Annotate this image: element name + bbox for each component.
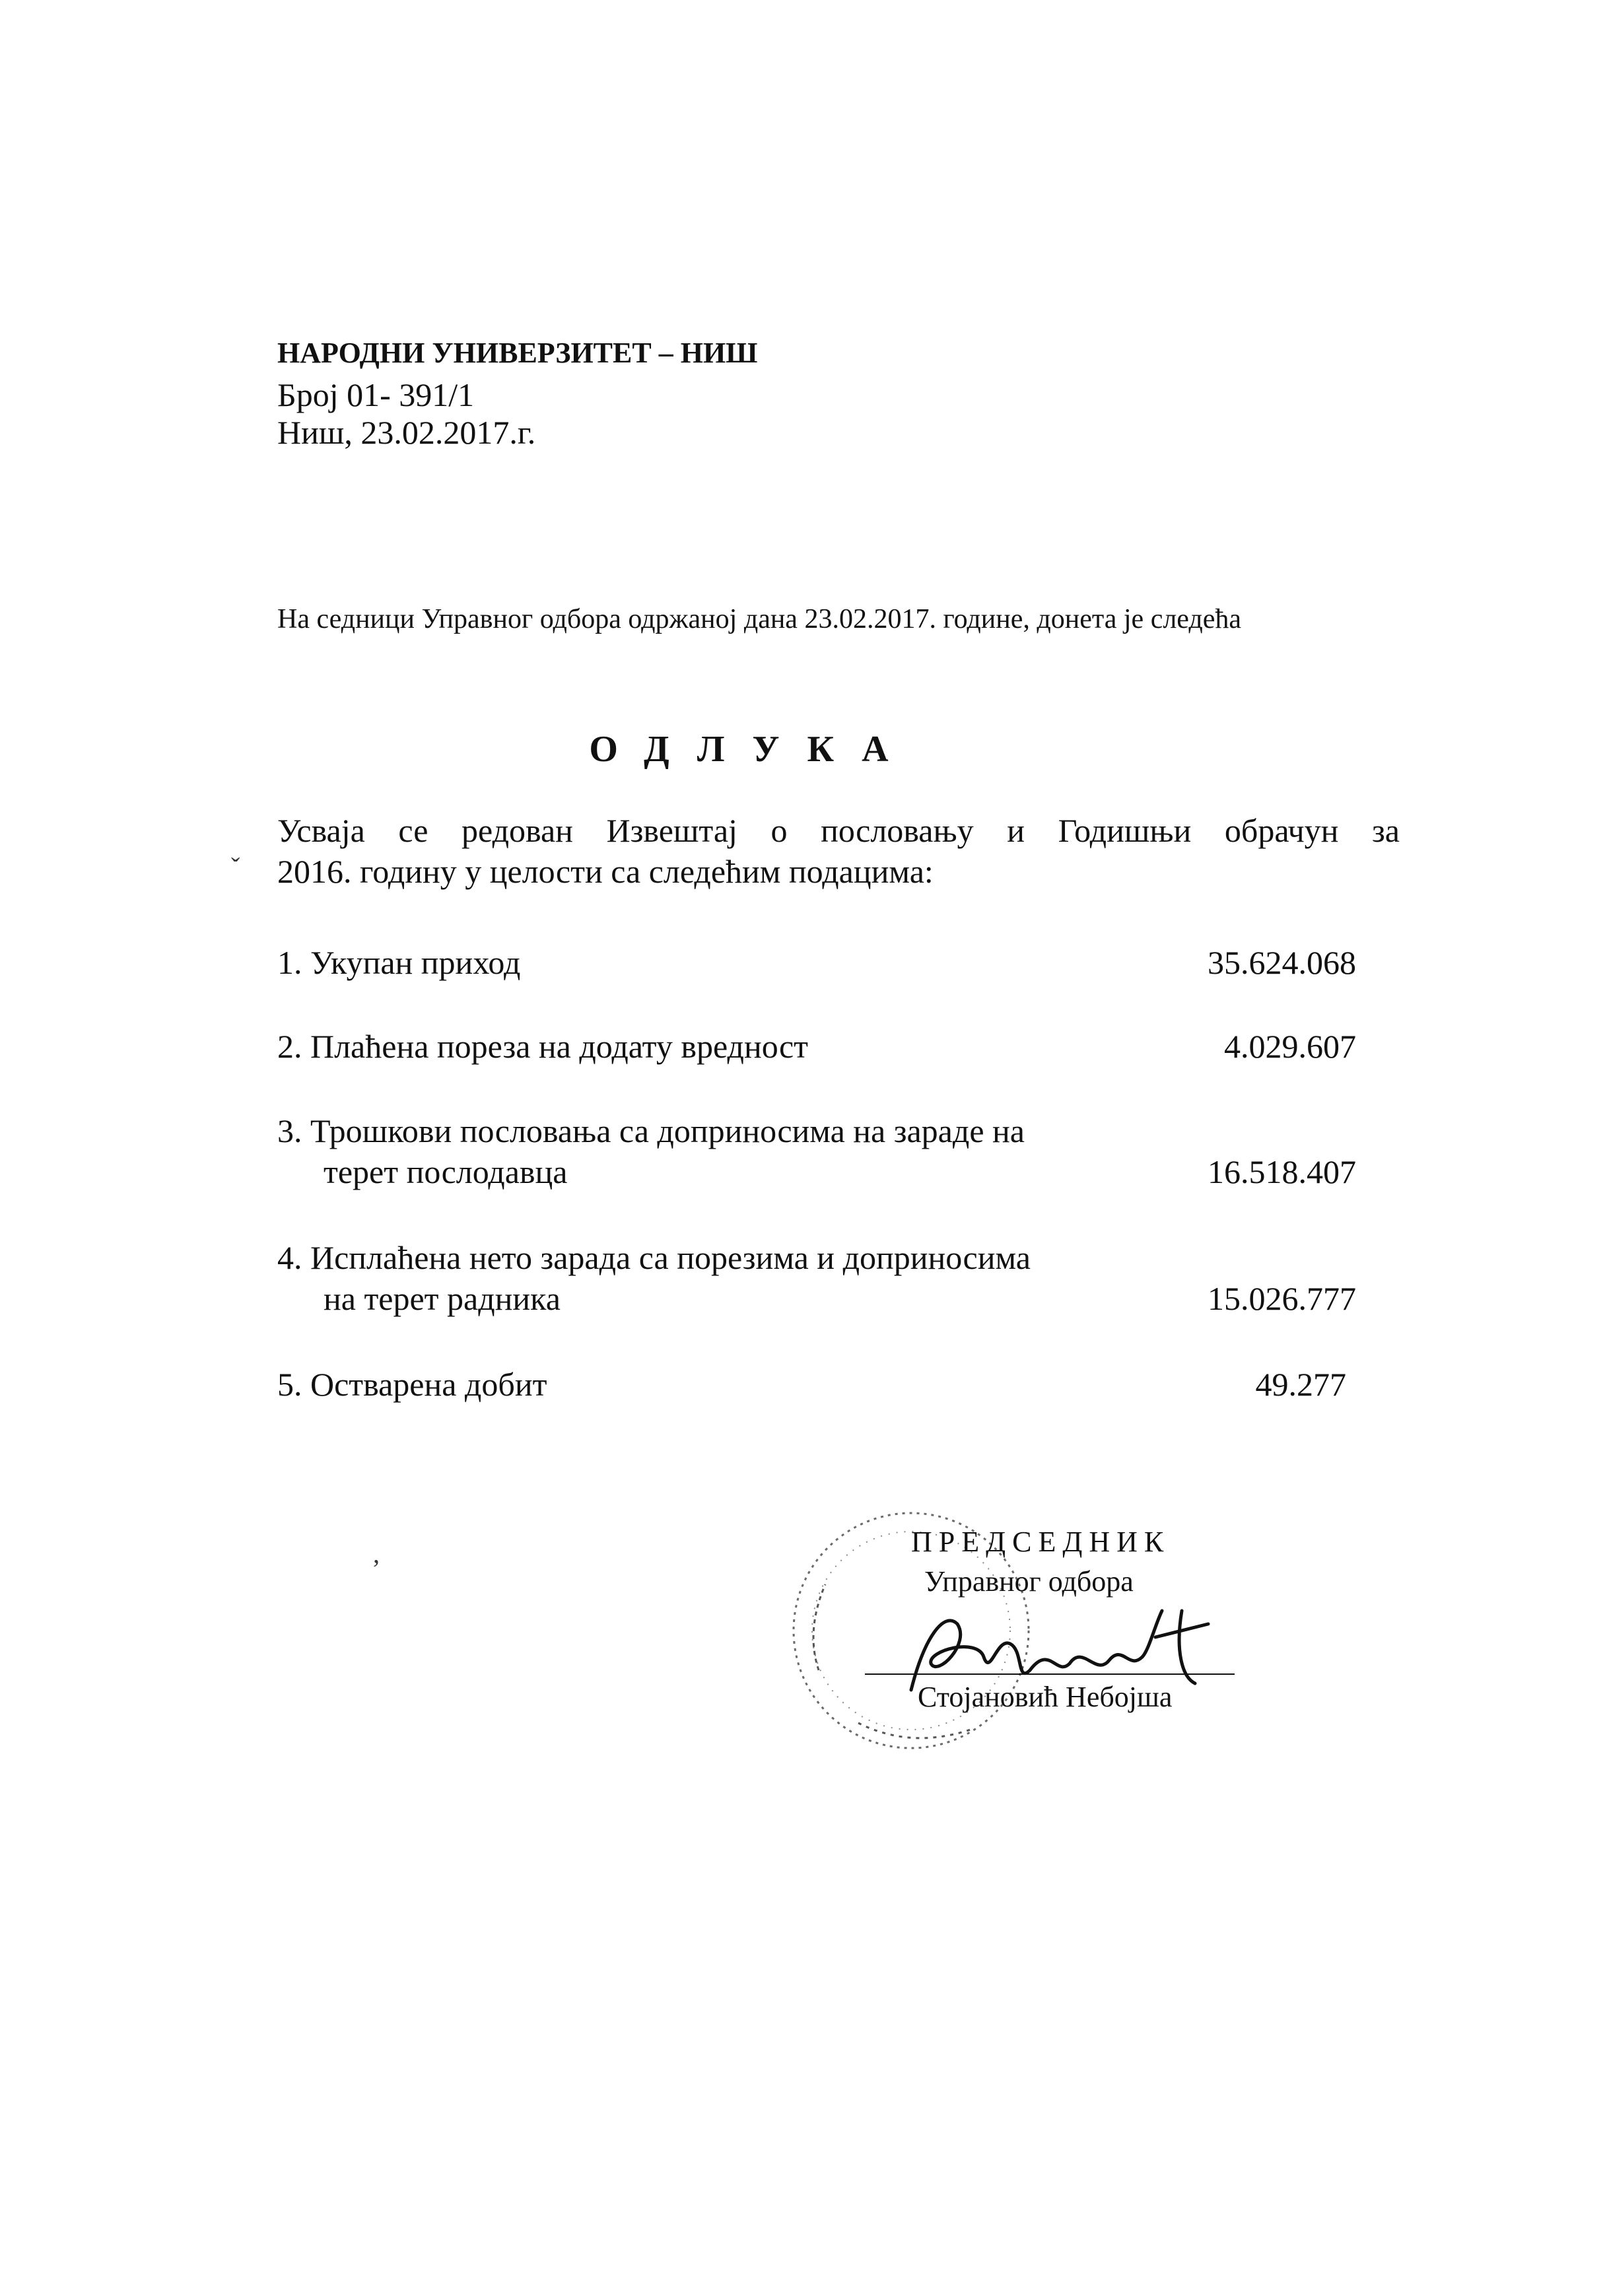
place-and-date: Ниш, 23.02.2017.г.: [277, 414, 536, 451]
item-1-value: 35.624.068: [1208, 944, 1356, 981]
signature-block: [779, 1499, 1254, 1763]
scan-mark: ,: [373, 1539, 380, 1569]
organization-name: НАРОДНИ УНИВЕРЗИТЕТ – НИШ: [277, 337, 758, 369]
item-4-value: 15.026.777: [1208, 1280, 1356, 1317]
item-3-label: 3. Трошкови пословања са доприносима на зараде на: [277, 1112, 1025, 1149]
item-5-value: 49.277: [1255, 1366, 1346, 1403]
item-3-value: 16.518.407: [1208, 1153, 1356, 1190]
item-4-label-cont: на терет радника: [324, 1280, 561, 1317]
signature-line: [865, 1673, 1235, 1675]
signature-title: ПРЕДСЕДНИК: [911, 1526, 1171, 1558]
signatory-name: Стојановић Небојша: [918, 1681, 1173, 1713]
scan-mark: ˇ: [231, 852, 240, 882]
intro-line-1: Усваја се редован Извештај о пословању и Годишњи обрачун за: [277, 812, 1400, 849]
item-4-label: 4. Исплаћена нето зарада са порезима и доприносима: [277, 1239, 1031, 1276]
item-5-label: 5. Остварена добит: [277, 1366, 547, 1403]
document-number: Број 01- 391/1: [277, 376, 475, 413]
item-2-value: 4.029.607: [1224, 1028, 1356, 1065]
decision-title: ОДЛУКА: [589, 729, 916, 770]
session-statement: На седници Управног одбора одржаној дана 23.02.2017. године, донета је следећа: [277, 604, 1242, 634]
signature-subtitle: Управног одбора: [924, 1565, 1134, 1598]
item-1-label: 1. Укупан приход: [277, 944, 521, 981]
item-3-label-cont: терет послодавца: [324, 1153, 568, 1190]
item-2-label: 2. Плаћена пореза на додату вредност: [277, 1028, 809, 1065]
intro-line-2: 2016. годину у целости са следећим подацима:: [277, 853, 934, 890]
